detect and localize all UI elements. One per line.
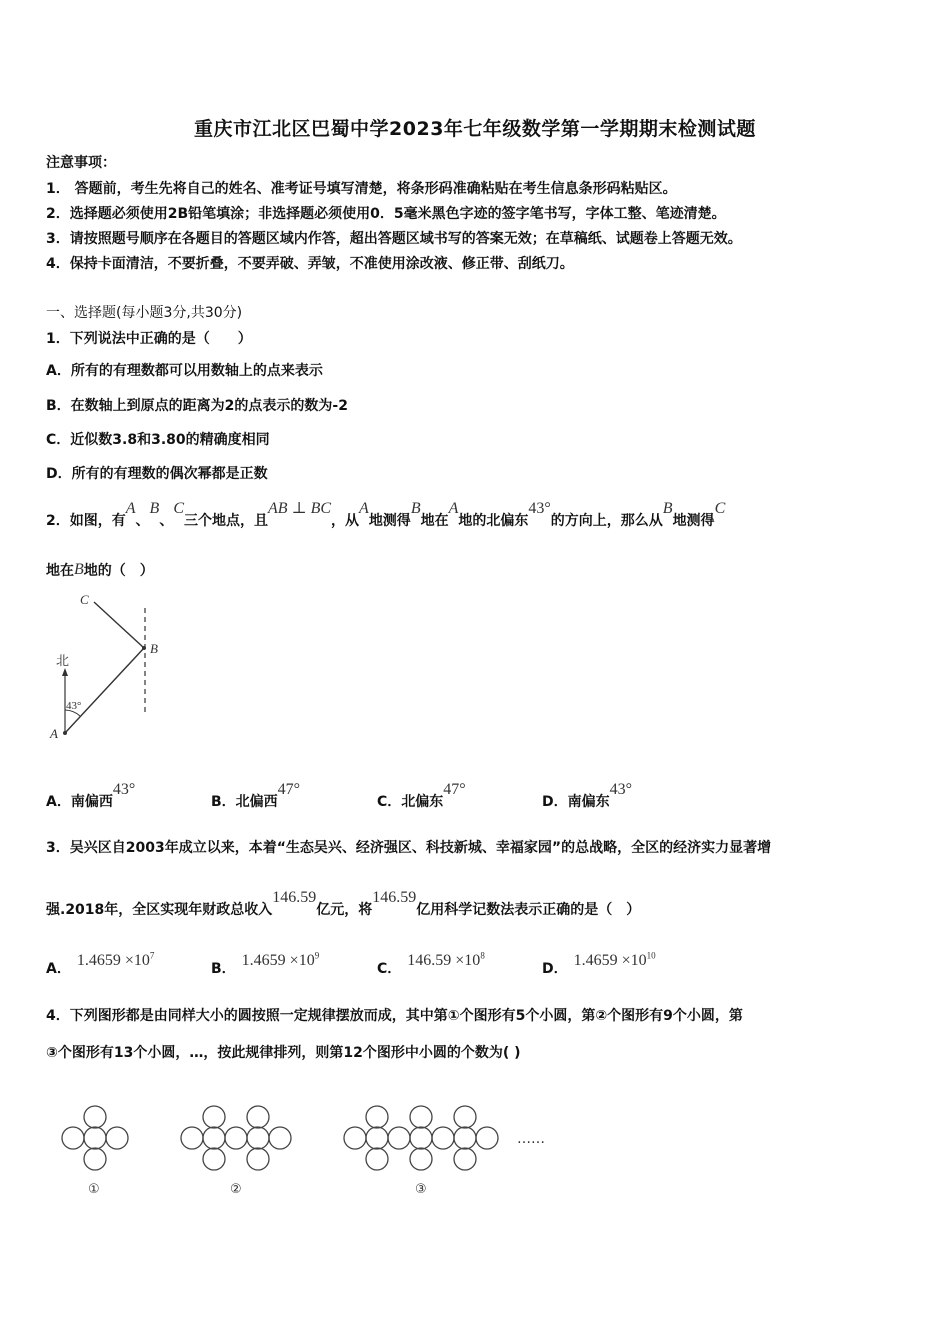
point-a-dot	[63, 731, 67, 735]
label-b: B	[150, 641, 158, 656]
q2-point-a: A	[359, 500, 369, 517]
page-title: 重庆市江北区巴蜀中学2023年七年级数学第一学期期末检测试题	[194, 118, 756, 140]
q2-text: 地在	[420, 513, 449, 529]
q3-mantissa: 1.4659 ×10	[76, 952, 150, 969]
question-1-stem: 1．下列说法中正确的是（ ）	[46, 331, 252, 347]
small-circle	[454, 1106, 476, 1128]
q3-option-c	[377, 950, 485, 978]
small-circle	[366, 1106, 388, 1128]
q1-option-b: B．在数轴上到原点的距离为2的点表示的数为-2	[46, 398, 348, 414]
q2-point-b: B	[149, 500, 160, 517]
question-3-stem: 3．吴兴区自2003年成立以来，本着“生态吴兴、经济强区、科技新城、幸福家园”的总战略，全区的经济实力显著增	[46, 840, 772, 856]
q2-sep: 、	[135, 513, 150, 529]
q2-option-label: D．南偏东	[542, 794, 610, 810]
small-circle	[84, 1127, 106, 1149]
label-north: 北	[56, 654, 70, 669]
q2-text: 2．如图，有	[46, 513, 126, 529]
q4-circle-patterns	[50, 1095, 580, 1205]
segment-cb	[94, 602, 144, 648]
pattern-ellipsis: ……	[517, 1131, 545, 1147]
arrowhead-icon	[62, 668, 68, 676]
q2-option-label: A．南偏西	[46, 794, 113, 810]
q2-option-b	[211, 781, 301, 811]
q3-mantissa: 1.4659 ×10	[241, 952, 315, 969]
small-circle	[388, 1127, 410, 1149]
small-circle	[181, 1127, 203, 1149]
small-circle	[106, 1127, 128, 1149]
question-4-stem-line2: ③个图形有13个小圆，…，按此规律排列，则第12个图形中小圆的个数为( )	[46, 1045, 521, 1061]
question-2-stem-line2	[46, 560, 154, 580]
label-a: A	[50, 726, 58, 741]
q2-sep: 、	[159, 513, 174, 529]
pattern-label-3: ③	[415, 1182, 427, 1197]
q2-point-b: B	[662, 500, 673, 517]
q2-option-c	[377, 781, 466, 811]
q2-text: 地的北偏东	[458, 513, 529, 529]
pattern-3	[344, 1106, 498, 1170]
small-circle	[225, 1127, 247, 1149]
q2-text: 地测得	[368, 513, 411, 529]
q2-point-c: C	[714, 500, 726, 517]
pattern-label-1: ①	[88, 1182, 100, 1197]
q3-option-value	[574, 952, 656, 969]
q2-option-d	[542, 781, 633, 811]
pattern-2	[181, 1106, 291, 1170]
pattern-label-2: ②	[230, 1182, 242, 1197]
q3-value: 146.59	[372, 889, 417, 906]
small-circle	[410, 1148, 432, 1170]
small-circle	[366, 1127, 388, 1149]
q3-exponent: 7	[149, 950, 155, 961]
q3-option-label: C．	[377, 961, 402, 977]
q2-option-value: 43°	[112, 781, 136, 798]
q2-point-a: A	[125, 500, 136, 517]
q2-text: 地测得	[672, 513, 715, 529]
q3-text: 强.2018年，全区实现年财政总收入	[46, 902, 273, 918]
small-circle	[62, 1127, 84, 1149]
notice-item: 2．选择题必须使用2B铅笔填涂；非选择题必须使用0．5毫米黑色字迹的签字笔书写，字体工整、笔迹清楚。	[46, 206, 726, 222]
q3-option-a	[46, 950, 155, 978]
q3-option-b	[211, 950, 320, 978]
q3-value: 146.59	[272, 889, 317, 906]
small-circle	[203, 1106, 225, 1128]
small-circle	[269, 1127, 291, 1149]
q3-option-value	[77, 952, 155, 969]
small-circle	[454, 1148, 476, 1170]
q2-option-value: 47°	[443, 781, 466, 798]
q1-option-a: A．所有的有理数都可以用数轴上的点来表示	[46, 363, 323, 379]
small-circle	[366, 1148, 388, 1170]
q2-point-c: C	[173, 500, 184, 517]
notice-item: 1． 答题前，考生先将自己的姓名、准考证号填写清楚，将条形码准确粘贴在考生信息条形码粘贴区。	[46, 181, 677, 197]
q3-option-d	[542, 950, 656, 978]
q2-figure	[44, 588, 174, 750]
q2-point-b: B	[410, 500, 421, 517]
q3-option-label: D．	[542, 961, 568, 977]
q2-text: 地的（ ）	[83, 563, 154, 579]
small-circle	[84, 1148, 106, 1170]
notice-heading: 注意事项：	[46, 155, 116, 171]
section-heading: 一、选择题(每小题3分,共30分)	[46, 305, 243, 321]
point-b-dot	[142, 646, 146, 650]
notice-item: 4．保持卡面清洁，不要折叠，不要弄破、弄皱，不准使用涂改液、修正带、刮纸刀。	[46, 256, 574, 272]
small-circle	[203, 1148, 225, 1170]
question-4-stem: 4．下列图形都是由同样大小的圆按照一定规律摆放而成，其中第①个图形有5个小圆，第②个图形有9个小圆，第	[46, 1008, 743, 1024]
q2-angle: 43°	[528, 500, 551, 517]
q3-option-value	[242, 952, 320, 969]
q2-point-b: B	[74, 561, 84, 578]
q2-text: 的方向上，那么从	[550, 513, 663, 529]
q3-option-label: B．	[211, 961, 236, 977]
small-circle	[247, 1127, 269, 1149]
q1-option-d: D．所有的有理数的偶次幂都是正数	[46, 466, 268, 482]
q3-exponent: 10	[646, 950, 656, 961]
q2-point-a: A	[448, 500, 459, 517]
q2-text: ，从	[331, 513, 360, 529]
notice-item: 3．请按照题号顺序在各题目的答题区域内作答，超出答题区域书写的答案无效；在草稿纸、试题卷上答题无效。	[46, 231, 742, 247]
q2-text: 三个地点，且	[183, 513, 268, 529]
q3-text: 亿元，将	[316, 902, 373, 918]
q3-mantissa: 1.4659 ×10	[573, 952, 647, 969]
label-angle: 43°	[66, 700, 82, 712]
q1-option-c: C．近似数3.8和3.80的精确度相同	[46, 432, 270, 448]
question-2-stem	[46, 500, 726, 530]
q3-exponent: 8	[480, 950, 485, 961]
small-circle	[432, 1127, 454, 1149]
small-circle	[247, 1106, 269, 1128]
label-c: C	[80, 592, 89, 607]
small-circle	[410, 1106, 432, 1128]
small-circle	[476, 1127, 498, 1149]
small-circle	[410, 1127, 432, 1149]
q2-option-value: 43°	[609, 781, 633, 798]
small-circle	[203, 1127, 225, 1149]
q2-option-label: C．北偏东	[377, 794, 444, 810]
q2-text: 地在	[46, 563, 74, 579]
q2-perp: AB ⊥ BC	[267, 500, 332, 517]
q3-exponent: 9	[314, 950, 320, 961]
q3-text: 亿用科学记数法表示正确的是（ ）	[416, 902, 641, 918]
small-circle	[344, 1127, 366, 1149]
q3-option-value	[407, 952, 485, 969]
q3-option-label: A．	[46, 961, 71, 977]
question-3-stem-line2	[46, 889, 641, 919]
small-circle	[454, 1127, 476, 1149]
segment-ab	[65, 648, 144, 733]
q2-option-label: B．北偏西	[211, 794, 278, 810]
q2-option-a	[46, 781, 136, 811]
small-circle	[84, 1106, 106, 1128]
small-circle	[247, 1148, 269, 1170]
q3-mantissa: 146.59 ×10	[407, 952, 481, 969]
q2-option-value: 47°	[277, 781, 301, 798]
pattern-1	[62, 1106, 128, 1170]
